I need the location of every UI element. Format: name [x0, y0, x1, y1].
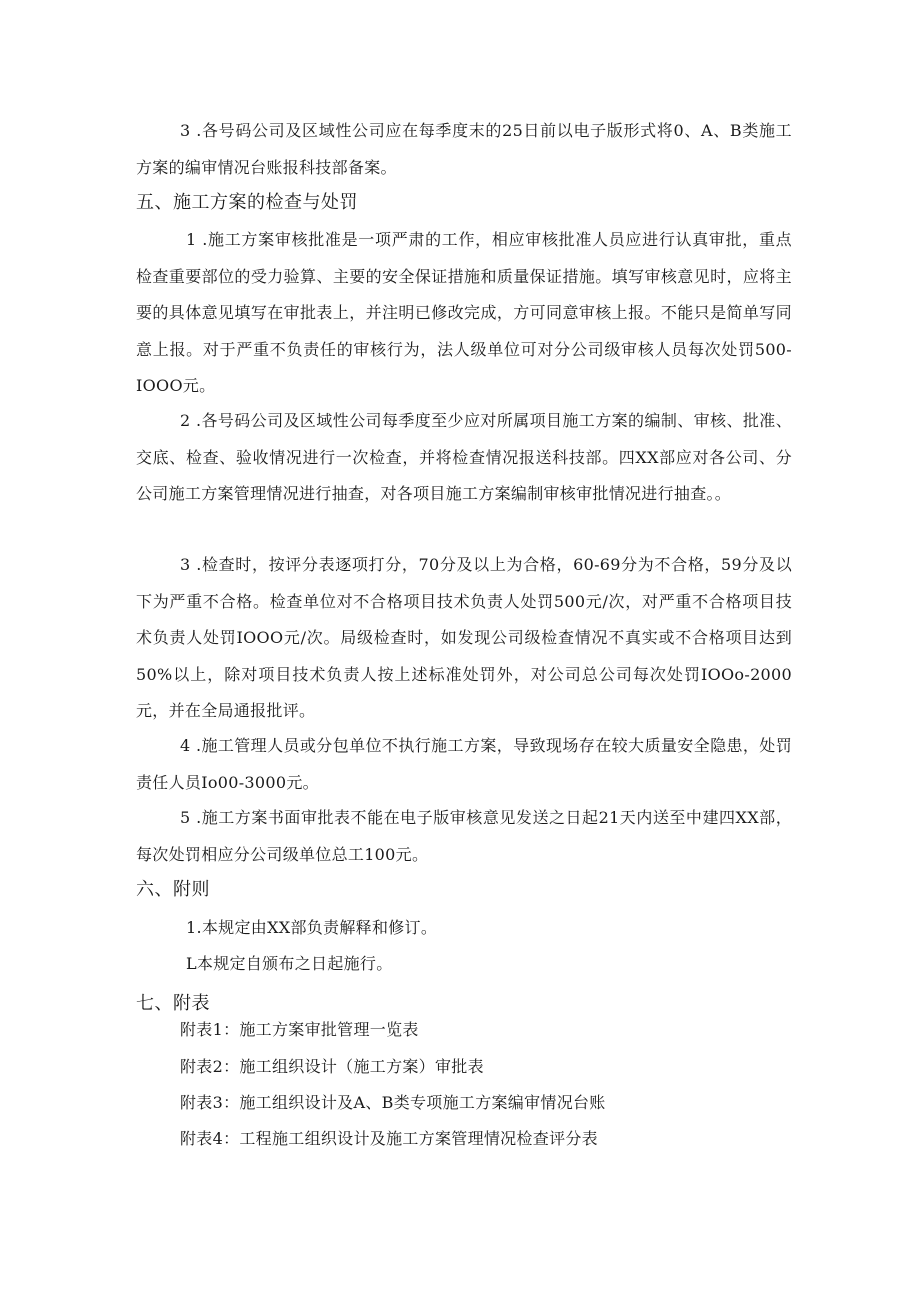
appendix-item: 附表3：施工组织设计及A、B类专项施工方案编审情况台账	[180, 1093, 606, 1112]
paragraph-5-1: 1 .施工方案审核批准是一项严肃的工作，相应审核批准人员应进行认真审批，重点检查重要部位的受力验算、主要的安全保证措施和质量保证措施。填写审核意见时，应将主要的具体意见填写在审批表上，并注明已修改完成，方可同意审核上报。不能只是简单写同意上报。对于严重不负责任的审核行为，法人级单位可对分公司级审核人员每次处罚500-IOOO元。	[136, 230, 792, 395]
paragraph-5-2: 2 .各号码公司及区域性公司每季度至少应对所属项目施工方案的编制、审核、批准、交底、检查、验收情况进行一次检查，并将检查情况报送科技部。四XX部应对各公司、分公司施工方案管理情况进行抽查，对各项目施工方案编制审核审批情况进行抽查。。	[136, 411, 792, 503]
paragraph-4-3: 3 .各号码公司及区域性公司应在每季度末的25日前以电子版形式将0、A、B类施工方案的编审情况台账报科技部备案。	[136, 121, 792, 177]
paragraph-5-3: 3 .检查时，按评分表逐项打分，70分及以上为合格，60-69分为不合格，59分及以下为严重不合格。检查单位对不合格项目技术负责人处罚500元/次，对严重不合格项目技术负责人处罚IOOO元/次。局级检查时，如发现公司级检查情况不真实或不合格项目达到50%以上，除对项目技术负责人按上述标准处罚外，对公司总公司每次处罚IOOo-2000元，并在全局通报批评。	[136, 555, 792, 720]
section-6-item: L本规定自颁布之日起施行。	[186, 954, 393, 973]
section-6-title: 六、附则	[136, 879, 210, 900]
appendix-item: 附表2：施工组织设计（施工方案）审批表	[180, 1057, 484, 1076]
appendix-item: 附表4：工程施工组织设计及施工方案管理情况检查评分表	[180, 1129, 598, 1148]
paragraph-5-5: 5 .施工方案书面审批表不能在电子版审核意见发送之日起21天内送至中建四XX部，每次处罚相应分公司级单位总工100元。	[136, 808, 792, 864]
section-5-title: 五、施工方案的检查与处罚	[136, 192, 358, 213]
appendix-item: 附表1：施工方案审批管理一览表	[180, 1020, 419, 1039]
section-7-title: 七、附表	[136, 993, 210, 1014]
section-6-item: 1.本规定由XX部负责解释和修订。	[186, 918, 438, 937]
paragraph-5-4: 4 .施工管理人员或分包单位不执行施工方案，导致现场存在较大质量安全隐患，处罚责任人员Io00-3000元。	[136, 736, 792, 792]
